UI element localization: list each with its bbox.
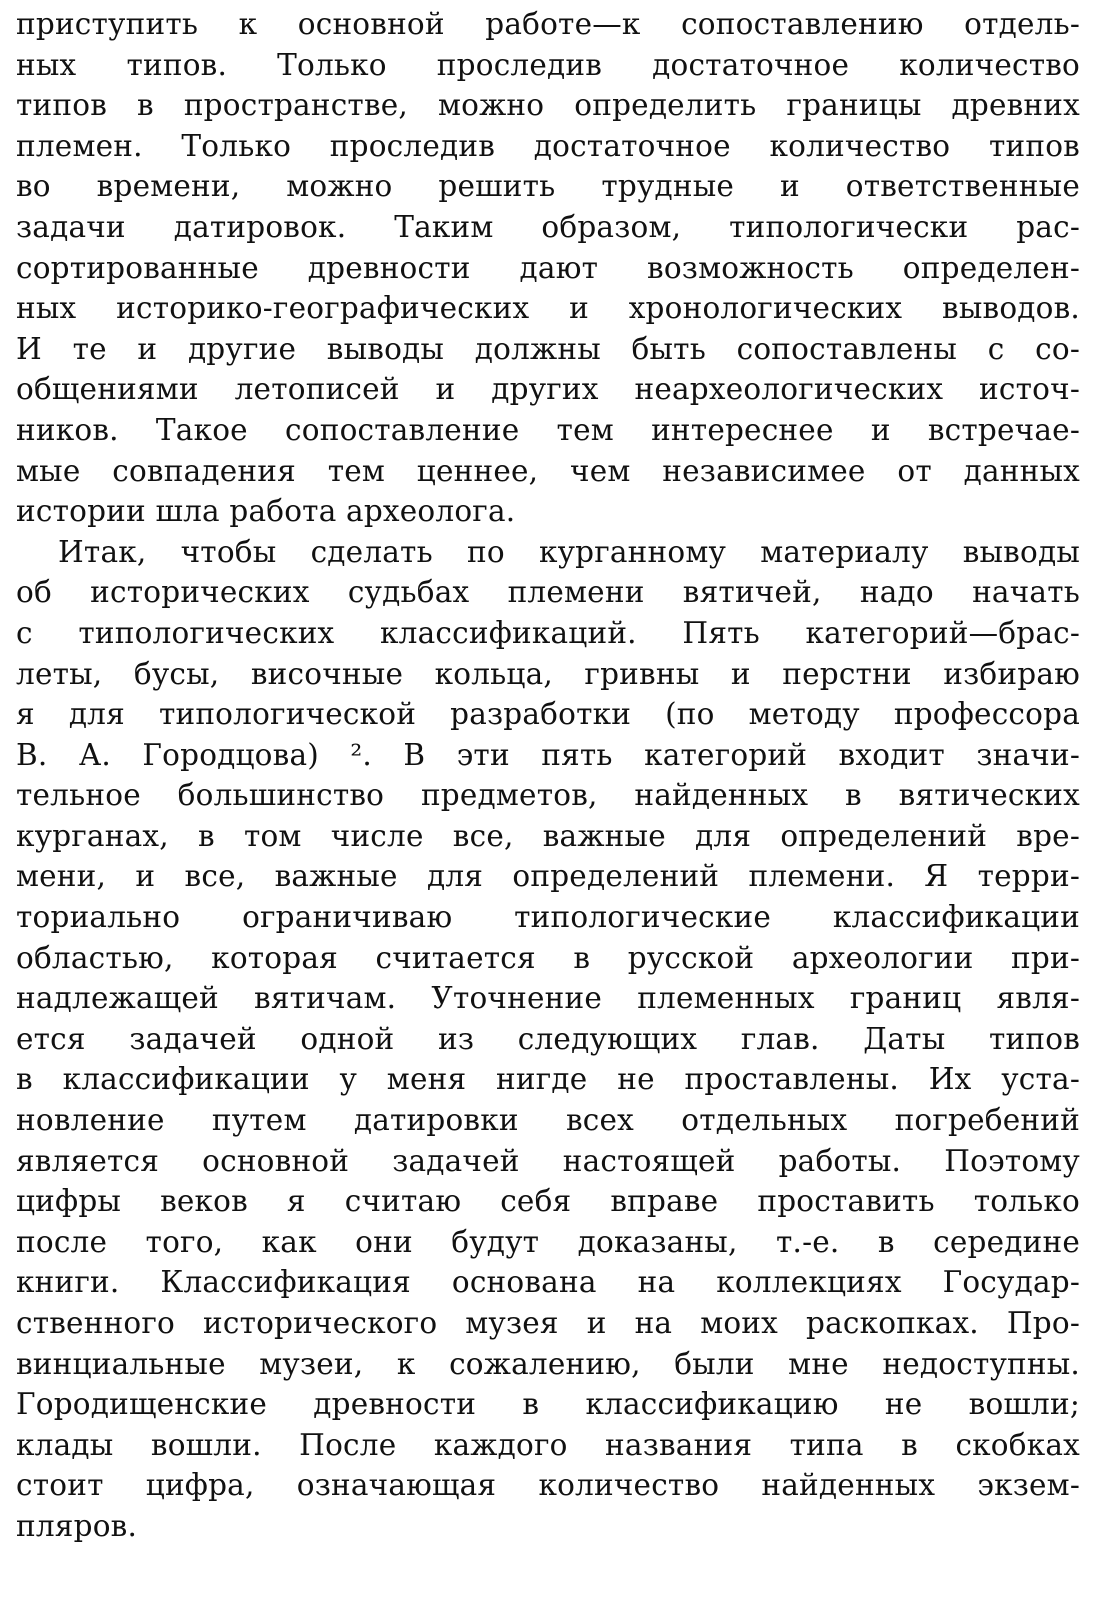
text-line: Городищенские древности в классификацию не вошли; [16,1387,1080,1422]
text-line: ется задачей одной из следующих глав. Даты типов [16,1021,1080,1056]
text-line: мые совпадения тем ценнее, чем независимее от данных [16,453,1080,488]
text-line: является основной задачей настоящей работы. Поэтому [16,1143,1080,1178]
text-line: новление путем датировки всех отдельных погребений [16,1103,1080,1138]
text-line: приступить к основной работе—к сопоставлению отдель- [16,7,1080,41]
text-line: И те и другие выводы должны быть сопоставлены с со- [16,331,1080,366]
paragraph [16,4,1080,532]
text-line: в классификации у меня нигде не проставлены. Их уста- [16,1062,1080,1097]
text-line: стоит цифра, означающая количество найденных экзем- [16,1468,1080,1503]
text-line: племен. Только проследив достаточное количество типов [16,128,1080,163]
paragraph [16,532,1080,1547]
text-line: ников. Такое сопоставление тем интереснее и встречае- [16,412,1080,447]
text-line: пляров. [16,1508,138,1543]
text-line: В. А. Городцова) ². В эти пять категорий входит значи- [16,737,1080,772]
text-line: задачи датировок. Таким образом, типологически рас- [16,209,1080,244]
text-line: леты, бусы, височные кольца, гривны и перстни избираю [16,656,1080,691]
text-line: с типологических классификаций. Пять категорий—брас- [16,615,1080,650]
text-line: клады вошли. После каждого названия типа в скобках [16,1427,1080,1462]
text-line: сортированные древности дают возможность определен- [16,250,1080,285]
text-line: мени, и все, важные для определений племени. Я терри- [16,859,1080,894]
text-line: об исторических судьбах племени вятичей, надо начать [16,575,1080,610]
text-line: ных историко-географических и хронологических выводов. [16,291,1080,326]
text-line: областью, которая считается в русской археологии при- [16,940,1080,975]
page-text [16,4,1080,1547]
text-line: типов в пространстве, можно определить границы древних [16,88,1080,123]
text-line: цифры веков я считаю себя вправе проставить только [16,1184,1080,1219]
text-line: во времени, можно решить трудные и ответственные [16,169,1080,204]
text-line: я для типологической разработки (по методу профессора [16,697,1080,732]
text-line: книги. Классификация основана на коллекциях Государ- [16,1265,1080,1300]
text-line: ных типов. Только проследив достаточное количество [16,47,1080,82]
text-line: курганах, в том числе все, важные для определений вре- [16,818,1080,853]
text-line: ственного исторического музея и на моих раскопках. Про- [16,1306,1080,1340]
text-line: ториально ограничиваю типологические классификации [16,900,1080,935]
text-line: после того, как они будут доказаны, т.-е. в середине [16,1224,1080,1259]
text-line: тельное большинство предметов, найденных в вятических [16,778,1080,813]
text-line: винциальные музеи, к сожалению, были мне недоступны. [16,1346,1080,1381]
text-line: истории шла работа археолога. [16,494,516,529]
text-line: надлежащей вятичам. Уточнение племенных границ явля- [16,981,1080,1016]
text-line: общениями летописей и других неархеологических источ- [16,372,1080,407]
text-line: Итак, чтобы сделать по курганному материалу выводы [58,534,1080,569]
